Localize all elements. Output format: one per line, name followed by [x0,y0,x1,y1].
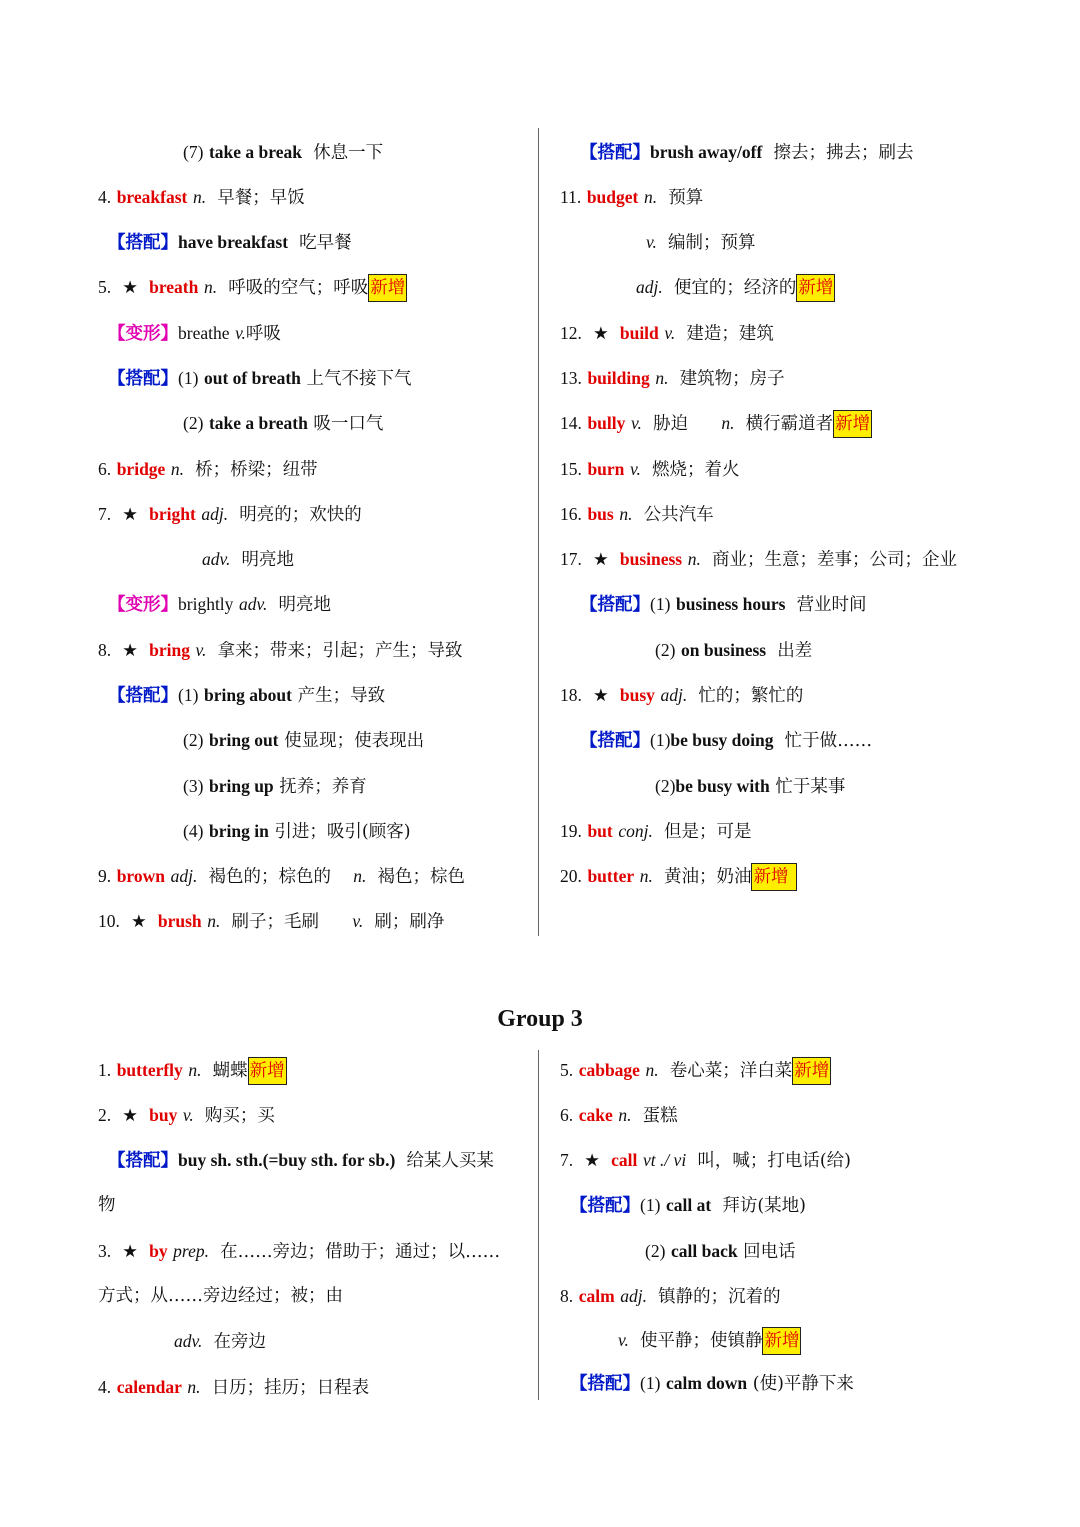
collocation-tag: 【搭配】 [108,686,178,706]
headword: butter [587,866,635,886]
collocation-calm-1: 【搭配】(1) calm down (使)平静下来 [570,1373,854,1394]
headword: brush [157,911,202,931]
collocation-buy-cont: 物 [98,1195,116,1215]
headword: cake [578,1105,613,1125]
entry-by: 3. ★ by prep. 在……旁边；借助于；通过；以…… [98,1241,501,1262]
headword: cabbage [578,1060,640,1080]
star-icon: ★ [593,550,609,570]
star-icon: ★ [593,686,609,706]
star-icon: ★ [122,641,138,661]
headword: bring [149,640,190,660]
headword: bully [587,413,626,433]
collocation-bring-2: (2) bring out 使显现；使表现出 [183,730,425,751]
collocation-business-1: 【搭配】(1) business hours 营业时间 [580,594,867,615]
entry-by-cont: 方式；从……旁边经过；被；由 [98,1286,343,1306]
entry-budget-adj: adj. 便宜的；经济的 新增 [636,274,835,302]
entry-budget: 11. budget n. 预算 [560,187,704,208]
entry-busy: 18. ★ busy adj. 忙的；繁忙的 [560,685,804,706]
entry-budget-v: v. 编制；预算 [646,232,756,253]
entry-brush: 10. ★ brush n. 刷子；毛刷 v. 刷；刷净 [98,911,445,932]
collocation-breakfast: 【搭配】have breakfast 吃早餐 [108,232,352,253]
star-icon: ★ [122,278,138,298]
new-badge: 新增 [792,1057,831,1085]
entry-call: 7. ★ call vt ./ vi 叫，喊；打电话(给) [560,1150,851,1171]
headword: budget [586,187,639,207]
entry-business: 17. ★ business n. 商业；生意；差事；公司；企业 [560,549,957,570]
headword: buy [149,1105,178,1125]
entry-by-adv: adv. 在旁边 [174,1331,266,1352]
headword: bridge [116,459,166,479]
headword: brown [116,866,166,886]
collocation-busy-1: 【搭配】(1)be busy doing 忙于做…… [580,730,873,751]
entry-buy: 2. ★ buy v. 购买；买 [98,1105,275,1126]
headword: build [619,323,659,343]
entry-but: 19. but conj. 但是；可是 [560,821,752,842]
new-badge: 新增 [368,274,407,302]
collocation-tag: 【搭配】 [580,731,650,751]
inflection-tag: 【变形】 [108,324,178,344]
collocation-tag: 【搭配】 [108,233,178,253]
star-icon: ★ [122,1106,138,1126]
star-icon: ★ [131,912,147,932]
column-divider-group2 [538,128,539,936]
entry-build: 12. ★ build v. 建造；建筑 [560,323,774,344]
headword: call [611,1150,638,1170]
headword: calm [578,1286,615,1306]
collocation-busy-2: (2)be busy with 忙于某事 [655,776,846,797]
collocation-business-2: (2) on business 出差 [655,640,813,661]
entry-take-a-break: (7) take a break 休息一下 [183,142,384,163]
column-divider-group3 [538,1050,539,1400]
entry-bright-adv: adv. 明亮地 [202,549,294,570]
headword: butterfly [116,1060,183,1080]
entry-breath: 5. ★ breath n. 呼吸的空气；呼吸 新增 [98,274,407,302]
headword: breakfast [116,187,188,207]
inflection-breath: 【变形】breathe v.呼吸 [108,323,281,344]
collocation-bring-1: 【搭配】(1) bring about 产生；导致 [108,685,386,706]
headword: burn [587,459,625,479]
headword: building [587,368,650,388]
collocation-buy: 【搭配】buy sh. sth.(=buy sth. for sb.) 给某人买某 [108,1150,494,1171]
collocation-tag: 【搭配】 [580,143,650,163]
entry-bus: 16. bus n. 公共汽车 [560,504,714,525]
collocation-breath-2: (2) take a breath 吸一口气 [183,413,384,434]
entry-brown: 9. brown adj. 褐色的；棕色的 n. 褐色；棕色 [98,866,466,887]
inflection-tag: 【变形】 [108,595,178,615]
entry-bridge: 6. bridge n. 桥；桥梁；纽带 [98,459,318,480]
collocation-tag: 【搭配】 [580,595,650,615]
collocation-tag: 【搭配】 [108,369,178,389]
collocation-tag: 【搭配】 [570,1374,640,1394]
entry-cabbage: 5. cabbage n. 卷心菜；洋白菜 新增 [560,1057,831,1085]
collocation-bring-3: (3) bring up 抚养；养育 [183,776,367,797]
entry-burn: 15. burn v. 燃烧；着火 [560,459,740,480]
star-icon: ★ [584,1151,600,1171]
collocation-breath-1: 【搭配】(1) out of breath 上气不接下气 [108,368,412,389]
entry-bully: 14. bully v. 胁迫 n. 横行霸道者 新增 [560,410,872,438]
new-badge: 新增 [248,1057,287,1085]
inflection-bright: 【变形】brightly adv. 明亮地 [108,594,331,615]
entry-calm-v: v. 使平静；使镇静 新增 [618,1327,801,1355]
new-badge: 新增 [751,863,797,891]
entry-calendar: 4. calendar n. 日历；挂历；日程表 [98,1377,370,1398]
entry-bright: 7. ★ bright adj. 明亮的；欢快的 [98,504,362,525]
collocation-bring-4: (4) bring in 引进；吸引(顾客) [183,821,411,842]
star-icon: ★ [122,505,138,525]
entry-bring: 8. ★ bring v. 拿来；带来；引起；产生；导致 [98,640,463,661]
group-3-title: Group 3 [497,1006,583,1032]
headword: but [587,821,613,841]
entry-butterfly: 1. butterfly n. 蝴蝶 新增 [98,1057,287,1085]
collocation-brush: 【搭配】brush away/off 擦去；拂去；刷去 [580,142,914,163]
collocation-call-1: 【搭配】(1) call at 拜访(某地) [570,1195,806,1216]
headword: business [619,549,683,569]
entry-building: 13. building n. 建筑物；房子 [560,368,785,389]
entry-calm: 8. calm adj. 镇静的；沉着的 [560,1286,781,1307]
new-badge: 新增 [833,410,872,438]
collocation-tag: 【搭配】 [108,1151,178,1171]
star-icon: ★ [593,324,609,344]
collocation-tag: 【搭配】 [570,1196,640,1216]
entry-breakfast: 4. breakfast n. 早餐；早饭 [98,187,305,208]
headword: bright [149,504,196,524]
headword: by [149,1241,168,1261]
collocation-call-2: (2) call back 回电话 [645,1241,796,1262]
headword: breath [149,277,199,297]
new-badge: 新增 [762,1327,801,1355]
star-icon: ★ [122,1242,138,1262]
entry-cake: 6. cake n. 蛋糕 [560,1105,678,1126]
headword: busy [619,685,655,705]
new-badge: 新增 [796,274,835,302]
entry-butter: 20. butter n. 黄油；奶油 新增 [560,863,797,891]
headword: calendar [116,1377,182,1397]
headword: bus [587,504,614,524]
